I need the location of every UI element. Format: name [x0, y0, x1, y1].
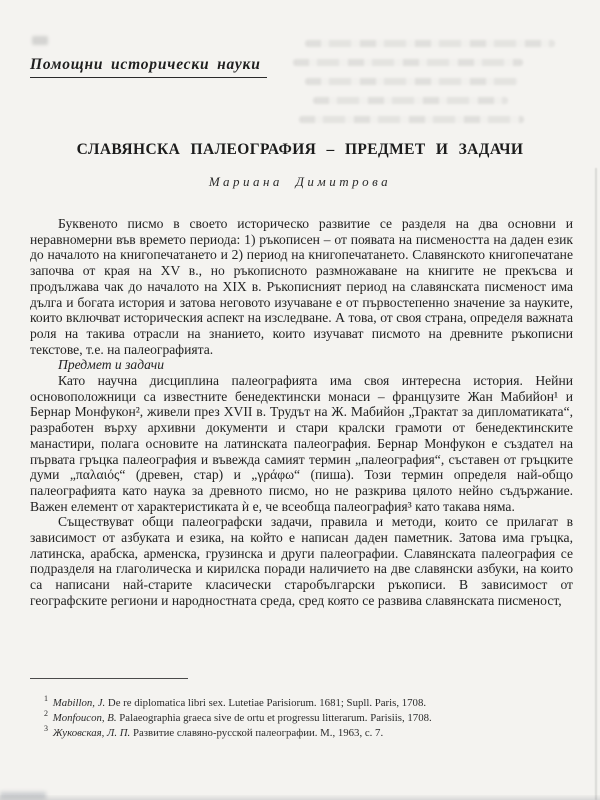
- bleedthrough-smudge: [32, 36, 48, 45]
- footnote-marker: 3: [44, 724, 48, 733]
- article-body: [30, 216, 573, 609]
- scan-edge-right: [595, 168, 597, 800]
- scan-edge-bottom: [0, 795, 600, 800]
- running-head: Помощни исторически науки: [30, 56, 267, 78]
- footnote-text: Palaeographia graeca sive de ortu et progressu litterarum. Parisiis, 1708.: [119, 711, 432, 724]
- footnote-text: Развитие славяно-русской палеографии. М., 1963, с. 7.: [132, 726, 384, 739]
- footnote-author: Жуковская, Л. П.: [52, 726, 131, 739]
- footnotes-section: [44, 696, 576, 740]
- section-heading: Предмет и задачи: [58, 357, 165, 373]
- footnote-author: Mabillon, J.: [52, 697, 106, 709]
- paragraph-1: Буквеното писмо в своето историческо развитие се разделя на два основни и неравномерни във времето периода: 1) ръкописен – от появата на писмеността на даден език до началото на книгопечатането и 2) период на книгопечатането. Славянското книгопечатане започва от края на XV в., но ръкописното размножаване на книгите не прекъсва и продължава чак до началото на XIX в. Ръкописният период на славянската писменост има дълга и богата история и затова неговото изучаване е от първостепенно значение за науките, които включват историческия аспект на изследване. А това, от своя страна, определя важната роля на такива отрасли на знанието, които изучават писмото на древните ръкописни текстове, т.е. на палеографията.: [30, 216, 573, 357]
- author-name: Мариана Димитрова: [208, 174, 392, 189]
- footnote-text: De re diplomatica libri sex. Lutetiae Parisiorum. 1681; Supll. Paris, 1708.: [107, 697, 427, 709]
- paragraph-2: Като научна дисциплина палеографията има своя интересна история. Нейни основоположници са известните бенедектински монаси – французите Жан Мабийон¹ и Бернар Монфукон², живели през XVII в. Трудът на Ж. Мабийон „Трактат за дипломатиката“, разработен върху архивни документи и стари кралски грамоти от бенедектинските манастири, полага основите на латинската палеография. Бернар Монфукон е създател на първата гръцка палеография и въвежда самият термин „палеография“, съставен от гръцките думи „παλαιός“ (древен, стар) и „γράφω“ (пиша). Този термин определя най-общо палеографията като наука за древното писмо, но не разкрива цялото нейно съдържание. Важен елемент от характеристиката ѝ е, че всеобща палеография³ като такава няма.: [30, 373, 573, 514]
- footnote-marker: 2: [44, 709, 48, 719]
- footnote-2: [44, 711, 576, 726]
- footnote-author: Monfoucon, B.: [52, 711, 117, 724]
- footnote-1: [44, 696, 576, 711]
- footnote-marker: 1: [44, 694, 48, 704]
- footnote-divider: [30, 678, 188, 679]
- bleedthrough-ghost-text: [305, 40, 555, 135]
- footnote-3: [44, 726, 576, 741]
- article-title: СЛАВЯНСКА ПАЛЕОГРАФИЯ – ПРЕДМЕТ И ЗАДАЧИ: [76, 141, 524, 158]
- paragraph-3: Съществуват общи палеографски задачи, правила и методи, които се прилагат в зависимост от азбуката и езика, на който е написан даден паметник. Затова има гръцка, латинска, арабска, арменска, грузинска и други палеографии. Славянската палеография се подразделя на глаголическа и кирилска поради наличието на две славянски азбуки, на които са написани най-старите класически старобългарски ръкописи. В зависимост от географските региони и народностната среда, сред която се развива славянската писменост,: [30, 514, 573, 608]
